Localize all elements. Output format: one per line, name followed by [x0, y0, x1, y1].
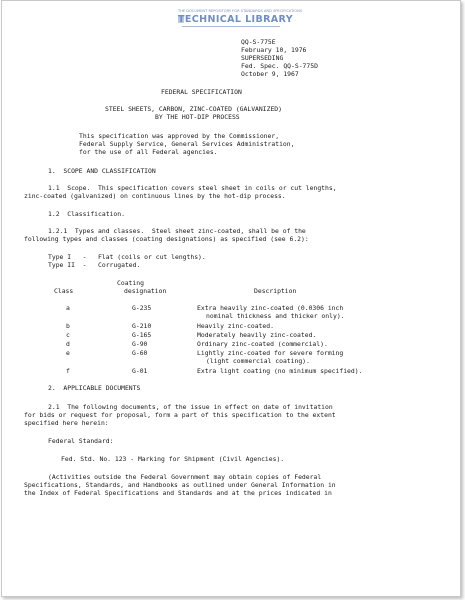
- table-cell-class: e: [66, 349, 70, 357]
- federal-standard-label: Federal Standard:: [48, 437, 114, 445]
- col-header-description: Description: [254, 287, 297, 295]
- table-cell-class: b: [66, 322, 70, 330]
- table-cell-description-cont: (light commercial coating).: [206, 357, 310, 365]
- col-header-class: Class: [54, 287, 74, 295]
- spec-title-line2: BY THE HOT-DIP PROCESS: [155, 113, 240, 121]
- table-cell-coating: G-90: [132, 340, 148, 348]
- superseded-spec: Fed. Spec. QQ-S-775D: [241, 62, 318, 70]
- classification-heading: 1.2 Classification.: [48, 210, 125, 218]
- applicable-docs-line: specified here herein:: [24, 419, 109, 427]
- logo-title: TECHNICAL LIBRARY: [178, 14, 294, 25]
- types-para-line: 1.2.1 Types and classes. Steel sheet zinc-coated, shall be of the: [48, 227, 306, 235]
- approval-line: This specification was approved by the Commissioner,: [79, 132, 280, 140]
- types-para-line: following types and classes (coating designations) as specified (see 6.2):: [24, 235, 309, 243]
- table-cell-description-cont: nominal thickness and thicker only).: [206, 312, 345, 320]
- table-cell-description: Moderately heavily zinc-coated.: [197, 331, 317, 339]
- approval-line: Federal Supply Service, General Services Administration,: [79, 140, 295, 148]
- table-cell-description: Ordinary zinc-coated (commercial).: [197, 340, 328, 348]
- spec-title-line1: STEEL SHEETS, CARBON, ZINC-COATED (GALVANIZED): [105, 105, 282, 113]
- availability-note-line: (Activities outside the Federal Government may obtain copies of Federal: [48, 473, 322, 481]
- scope-para-line: zinc-coated (galvanized) on continuous lines by the hot-dip process.: [24, 192, 286, 200]
- table-cell-class: c: [66, 331, 70, 339]
- applicable-docs-line: 2.1 The following documents, of the issue in effect on date of invitation: [48, 403, 333, 411]
- spec-heading: FEDERAL SPECIFICATION: [161, 88, 242, 96]
- logo-tagline: THE DOCUMENT REPOSITORY FOR STANDARDS AND SPECIFICATIONS: [178, 9, 303, 13]
- doc-date: February 10, 1976: [241, 46, 307, 54]
- table-cell-coating: G-235: [132, 304, 152, 312]
- table-cell-description: Extra heavily zinc-coated (0.0306 inch: [197, 304, 344, 312]
- type-item: Type II - Corrugated.: [48, 261, 141, 269]
- table-cell-description: Extra light coating (no minimum specified).: [197, 367, 363, 375]
- table-cell-description: Lightly zinc-coated for severe forming: [197, 349, 344, 357]
- document-page: [1, 0, 461, 597]
- logo-underline: [182, 26, 280, 27]
- type-item: Type I - Flat (coils or cut lengths).: [48, 253, 206, 261]
- table-cell-description: Heavily zinc-coated.: [197, 322, 274, 330]
- section-2-heading: 2. APPLICABLE DOCUMENTS: [48, 384, 141, 392]
- scope-para-line: 1.1 Scope. This specification covers steel sheet in coils or cut lengths,: [48, 184, 337, 192]
- col-header-coating: Coating: [117, 279, 144, 287]
- col-header-designation: designation: [124, 287, 167, 295]
- table-cell-coating: G-01: [132, 367, 148, 375]
- federal-standard-item: Fed. Std. No. 123 - Marking for Shipment (Civil Agencies).: [61, 455, 285, 463]
- table-cell-class: d: [66, 340, 70, 348]
- table-cell-coating: G-60: [132, 349, 148, 357]
- doc-id: QQ-S-775E: [241, 38, 276, 46]
- table-cell-coating: G-165: [132, 331, 152, 339]
- table-cell-class: a: [66, 304, 70, 312]
- table-cell-coating: G-210: [132, 322, 152, 330]
- applicable-docs-line: for bids or request for proposal, form a part of this specification to the extent: [24, 411, 336, 419]
- table-cell-class: f: [66, 367, 70, 375]
- availability-note-line: Specifications, Standards, and Handbooks as outlined under General Information in: [24, 481, 336, 489]
- superseded-date: October 9, 1967: [241, 70, 299, 78]
- technical-library-logo: [178, 9, 303, 31]
- section-1-heading: 1. SCOPE AND CLASSIFICATION: [48, 167, 156, 175]
- superseding-label: SUPERSEDING: [241, 54, 284, 62]
- availability-note-line: the Index of Federal Specifications and Standards and at the prices indicated in: [24, 489, 332, 497]
- approval-line: for the use of all Federal agencies.: [79, 148, 218, 156]
